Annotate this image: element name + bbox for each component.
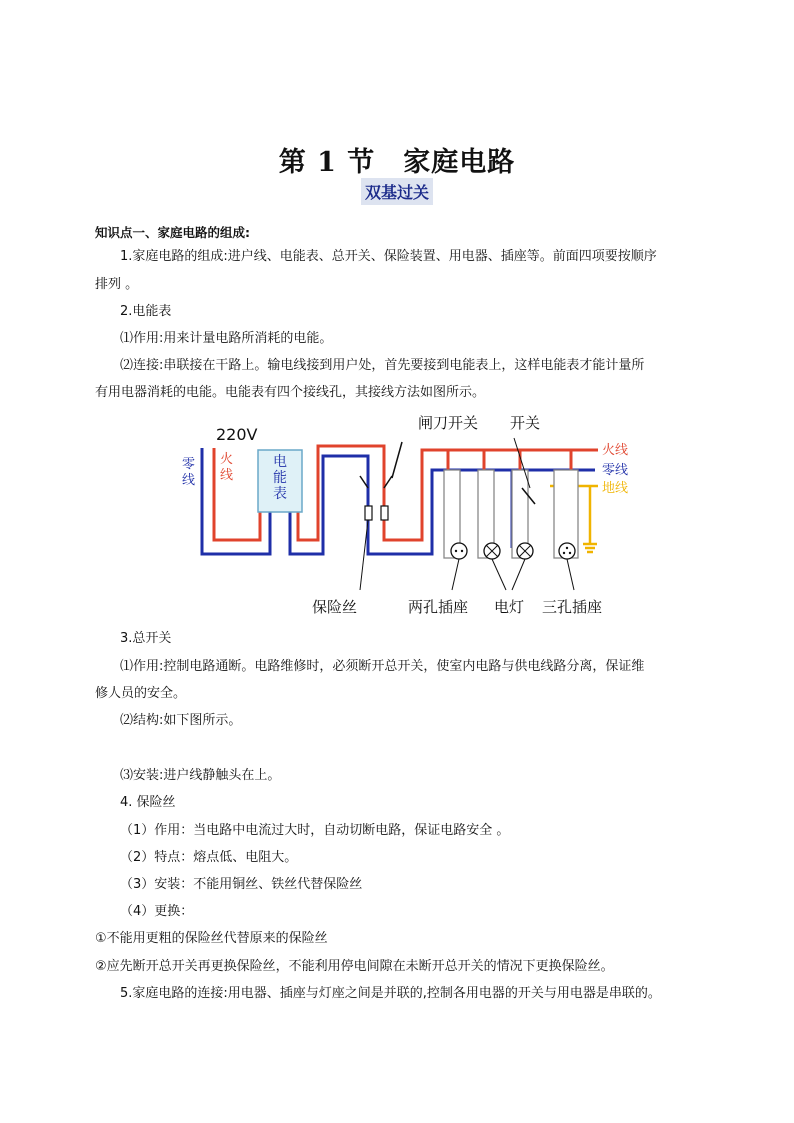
ground-label-right: 地线 <box>602 481 629 496</box>
two-hole-socket <box>451 543 467 559</box>
switch-label: 开关 <box>510 414 541 432</box>
lamp-label: 电灯 <box>494 598 525 616</box>
three-hole-socket <box>559 543 575 559</box>
paragraph: （2）特点：熔点低、电阻大。 <box>120 850 298 865</box>
paragraph: ②应先断开总开关再更换保险丝，不能利用停电间隙在未断开总开关的情况下更换保险丝。 <box>95 959 614 974</box>
meter-label-1: 电 <box>273 454 287 470</box>
paragraph: 修人员的安全。 <box>95 686 187 701</box>
wiring-diagram <box>170 408 640 620</box>
knife-switch-label: 闸刀开关 <box>418 414 479 432</box>
paragraph: ⑴作用:控制电路通断。电路维修时，必须断开总开关，使室内电路与供电线路分离，保证维 <box>120 659 645 674</box>
paragraph: 1.家庭电路的组成:进户线、电能表、总开关、保险装置、用电器、插座等。前面四项要按顺序 <box>120 249 657 264</box>
item-heading: 3.总开关 <box>120 631 172 646</box>
live-label-left-1: 火 <box>220 452 234 467</box>
neutral-label-left-1: 零 <box>182 457 196 472</box>
three-hole-label: 三孔插座 <box>542 598 603 616</box>
two-hole-label: 两孔插座 <box>408 598 469 616</box>
paragraph: 有用电器消耗的电能。电能表有四个接线孔，其接线方法如图所示。 <box>95 385 486 400</box>
neutral-label-left-2: 线 <box>182 473 196 488</box>
paragraph: （1）作用：当电路中电流过大时，自动切断电路，保证电路安全 。 <box>120 823 510 838</box>
live-label-left-2: 线 <box>220 468 234 483</box>
fuse-label: 保险丝 <box>312 598 358 616</box>
item-heading: 2.电能表 <box>120 304 172 319</box>
fuse-left <box>365 506 372 520</box>
page-title: 第 1 节 家庭电路 <box>278 147 516 178</box>
fuse-right <box>381 506 388 520</box>
paragraph: 排列 。 <box>95 277 139 292</box>
paragraph: ①不能用更粗的保险丝代替原来的保险丝 <box>95 931 328 946</box>
meter-label-3: 表 <box>273 486 287 502</box>
paragraph: ⑶安装:进户线静触头在上。 <box>120 768 281 783</box>
lamp-1 <box>484 543 500 559</box>
paragraph: （4）更换： <box>120 904 194 919</box>
paragraph: ⑵结构:如下图所示。 <box>120 713 242 728</box>
paragraph: （3）安装：不能用铜丝、铁丝代替保险丝 <box>120 877 363 892</box>
subtitle: 双基过关 <box>361 178 433 205</box>
paragraph: 5.家庭电路的连接:用电器、插座与灯座之间是并联的,控制各用电器的开关与用电器是串联的。 <box>120 986 661 1001</box>
meter-label-2: 能 <box>273 470 287 486</box>
lamp-2 <box>517 543 533 559</box>
paragraph: ⑴作用:用来计量电路所消耗的电能。 <box>120 331 333 346</box>
voltage-label: 220V <box>216 425 258 444</box>
section-heading: 知识点一、家庭电路的组成: <box>95 225 250 240</box>
paragraph: ⑵连接:串联接在干路上。输电线接到用户处，首先要接到电能表上，这样电能表才能计量所 <box>120 358 645 373</box>
neutral-label-right: 零线 <box>602 463 629 478</box>
live-label-right: 火线 <box>602 443 629 458</box>
knife-switch <box>360 442 402 488</box>
item-heading: 4. 保险丝 <box>120 795 176 810</box>
